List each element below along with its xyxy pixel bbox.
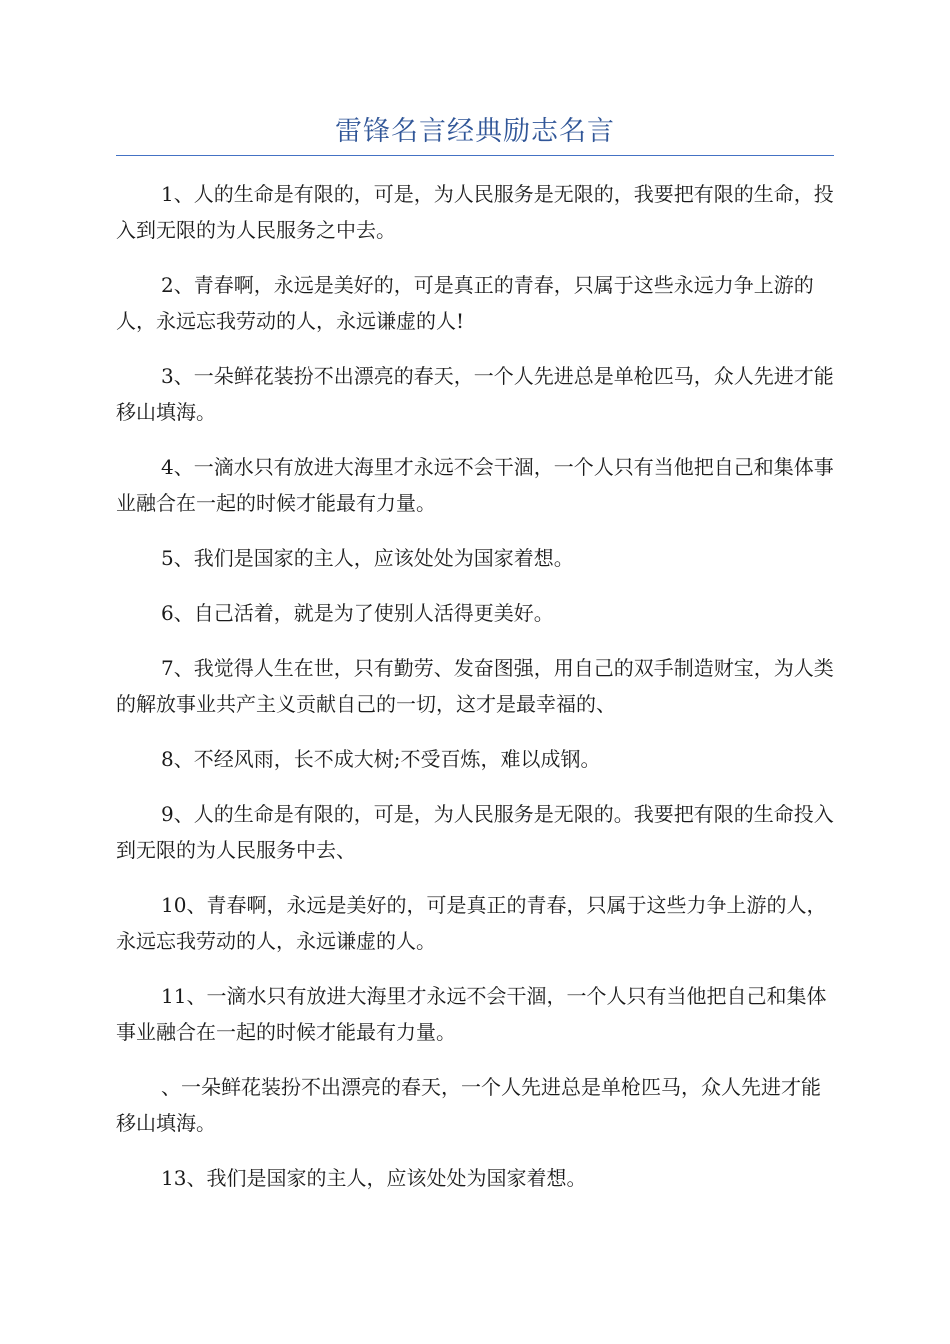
quote-paragraph-9: 9、人的生命是有限的，可是，为人民服务是无限的。我要把有限的生命投入到无限的为人民服务中去、 xyxy=(116,802,834,862)
quote-paragraph-6: 6、自己活着，就是为了使别人活得更美好。 xyxy=(161,601,554,625)
document-title: 雷锋名言经典励志名言 xyxy=(335,116,615,147)
quote-paragraph-5: 5、我们是国家的主人，应该处处为国家着想。 xyxy=(161,546,574,570)
quote-paragraph-3: 3、一朵鲜花装扮不出漂亮的春天，一个人先进总是单枪匹马，众人先进才能移山填海。 xyxy=(116,364,834,424)
quote-paragraph-2: 2、青春啊，永远是美好的，可是真正的青春，只属于这些永远力争上游的人，永远忘我劳动的人，永远谦虚的人! xyxy=(116,273,814,333)
quote-paragraph-7: 7、我觉得人生在世，只有勤劳、发奋图强，用自己的双手制造财宝，为人类的解放事业共产主义贡献自己的一切，这才是最幸福的、 xyxy=(116,656,834,716)
quote-paragraph-1: 1、人的生命是有限的，可是，为人民服务是无限的，我要把有限的生命，投入到无限的为人民服务之中去。 xyxy=(116,182,834,242)
quote-paragraph-11: 11、一滴水只有放进大海里才永远不会干涸，一个人只有当他把自己和集体事业融合在一起的时候才能最有力量。 xyxy=(116,984,827,1044)
document-body xyxy=(116,176,836,1215)
quote-paragraph-13: 13、我们是国家的主人，应该处处为国家着想。 xyxy=(161,1166,587,1190)
quote-paragraph-10: 10、青春啊，永远是美好的，可是真正的青春，只属于这些力争上游的人，永远忘我劳动的人，永远谦虚的人。 xyxy=(116,893,827,953)
quote-paragraph-4: 4、一滴水只有放进大海里才永远不会干涸，一个人只有当他把自己和集体事业融合在一起的时候才能最有力量。 xyxy=(116,455,834,515)
quote-paragraph-8: 8、不经风雨，长不成大树;不受百炼，难以成钢。 xyxy=(161,747,601,771)
quote-paragraph-12: 、一朵鲜花装扮不出漂亮的春天，一个人先进总是单枪匹马，众人先进才能移山填海。 xyxy=(116,1075,821,1135)
title-underline xyxy=(116,155,834,156)
